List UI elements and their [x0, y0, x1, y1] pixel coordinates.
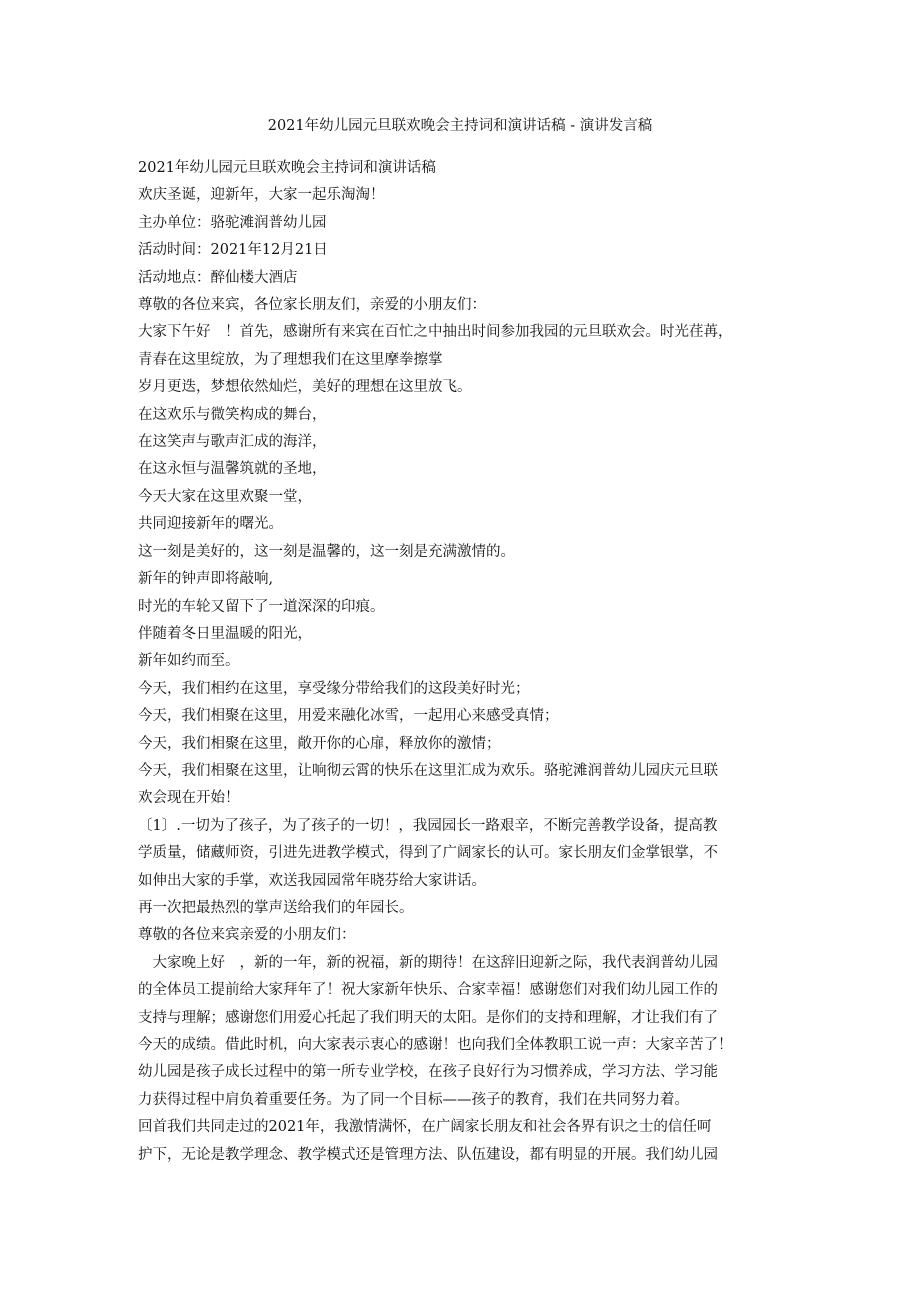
document-line: 新年如约而至。: [138, 653, 240, 670]
document-line: 支持与理解；感谢您们用爱心托起了我们明天的太阳。是你们的支持和理解，才让我们有了: [138, 1009, 718, 1026]
document-line: 岁月更迭，梦想依然灿烂，美好的理想在这里放飞。: [138, 379, 472, 396]
document-line: 大家晚上好 ，新的一年，新的祝福，新的期待！在这辞旧迎新之际，我代表润普幼儿园: [138, 954, 718, 971]
document-line: 欢会现在开始！: [138, 790, 240, 807]
document-line: 青春在这里绽放，为了理想我们在这里摩拳擦掌: [138, 351, 443, 368]
document-line: 今天的成绩。借此时机，向大家表示衷心的感谢！也向我们全体教职工说一声：大家辛苦了！: [138, 1037, 733, 1053]
document-line: 护下，无论是教学理念、教学模式还是管理方法、队伍建设，都有明显的开展。我们幼儿园: [138, 1146, 718, 1163]
document-line: 幼儿园是孩子成长过程中的第一所专业学校，在孩子良好行为习惯养成，学习方法、学习能: [138, 1064, 718, 1081]
document-line: 学质量，储藏师资，引进先进教学模式，得到了广阔家长的认可。家长朋友们金掌银掌，不: [138, 845, 718, 862]
document-line: 这一刻是美好的，这一刻是温馨的，这一刻是充满激情的。: [138, 543, 515, 560]
document-line: 伴随着冬日里温暖的阳光，: [138, 625, 312, 642]
document-line: 今天，我们相约在这里，享受缘分带给我们的这段美好时光；: [138, 680, 530, 697]
document-line: 大家下午好 ！首先，感谢所有来宾在百忙之中抽出时间参加我园的元旦联欢会。时光荏苒，: [138, 324, 733, 341]
document-line: 再一次把最热烈的掌声送给我们的年园长。: [138, 899, 414, 916]
document-body: [138, 155, 800, 1169]
document-line: 欢庆圣诞，迎新年，大家一起乐淘淘！: [138, 187, 385, 204]
document-line: 2021年幼儿园元旦联欢晚会主持词和演讲话稿: [138, 160, 436, 176]
document-line: 在这欢乐与微笑构成的舞台，: [138, 406, 327, 423]
document-line: 活动地点：醉仙楼大酒店: [138, 269, 298, 286]
document-line: 新年的钟声即将敲响,: [138, 571, 274, 588]
document-line: 尊敬的各位来宾亲爱的小朋友们：: [138, 927, 356, 944]
document-line: 活动时间：2021年12月21日: [138, 242, 328, 259]
document-line: 〔1〕.一切为了孩子，为了孩子的一切！，我园园长一路艰辛，不断完善教学设备，提高教: [138, 817, 718, 834]
document-title: 2021年幼儿园元旦联欢晚会主持词和演讲话稿 - 演讲发言稿: [267, 118, 653, 134]
document-line: 力获得过程中肩负着重要任务。为了同一个目标——孩子的教育，我们在共同努力着。: [138, 1091, 689, 1108]
document-line: 今天大家在这里欢聚一堂，: [138, 488, 312, 505]
document-line: 今天，我们相聚在这里，用爱来融化冰雪，一起用心来感受真情；: [138, 708, 559, 725]
document-line: 共同迎接新年的曙光。: [138, 516, 283, 533]
document-line: 在这永恒与温馨筑就的圣地，: [138, 461, 327, 478]
document-line: 如伸出大家的手掌，欢送我园园常年晓芬给大家讲话。: [138, 872, 486, 889]
document-line: 的全体员工提前给大家拜年了！祝大家新年快乐、合家幸福！感谢您们对我们幼儿园工作的: [138, 982, 718, 999]
document-line: 今天，我们相聚在这里，让响彻云霄的快乐在这里汇成为欢乐。骆驼滩润普幼儿园庆元旦联: [138, 762, 718, 779]
document-line: 主办单位：骆驼滩润普幼儿园: [138, 214, 327, 231]
document-line: 在这笑声与歌声汇成的海洋，: [138, 434, 327, 451]
document-line: 尊敬的各位来宾，各位家长朋友们，亲爱的小朋友们：: [138, 297, 486, 314]
document-line: 时光的车轮又留下了一道深深的印痕。: [138, 598, 385, 615]
document-line: 今天，我们相聚在这里，敞开你的心扉，释放你的激情；: [138, 735, 501, 752]
document-line: 回首我们共同走过的2021年，我激情满怀，在广阔家长朋友和社会各界有识之士的信任呵: [138, 1119, 712, 1136]
